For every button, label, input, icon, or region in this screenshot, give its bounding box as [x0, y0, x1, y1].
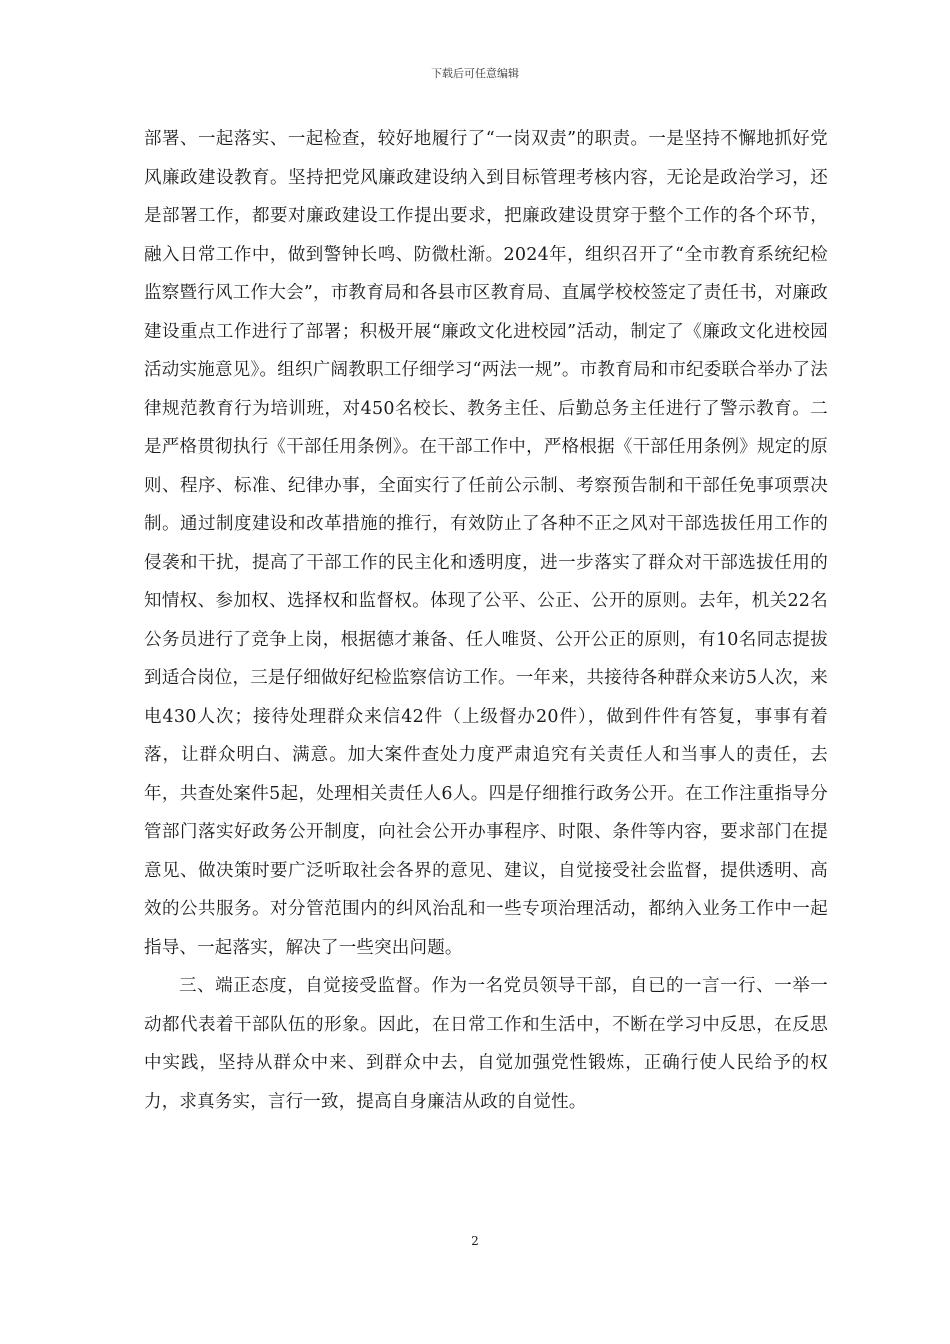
- paragraph-continuation: 部署、一起落实、一起检查，较好地履行了“一岗双责”的职责。一是坚持不懈地抓好党风廉政建设教育。坚持把党风廉政建设纳入到目标管理考核内容，无论是政治学习，还是部署工作，都要对廉政建设工作提出要求，把廉政建设贯穿于整个工作的各个环节，融入日常工作中，做到警钟长鸣、防微杜渐。2024年，组织召开了“全市教育系统纪检监察暨行风工作大会”，市教育局和各县市区教育局、直属学校校签定了责任书，对廉政建设重点工作进行了部署；积极开展“廉政文化进校园”活动，制定了《廉政文化进校园活动实施意见》。组织广阔教职工仔细学习“两法一规”。市教育局和市纪委联合举办了法律规范教育行为培训班，对450名校长、教务主任、后勤总务主任进行了警示教育。二是严格贯彻执行《干部任用条例》。在干部工作中，严格根据《干部任用条例》规定的原则、程序、标准、纪律办事，全面实行了任前公示制、考察预告制和干部任免事项票决制。通过制度建设和改革措施的推行，有效防止了各种不正之风对干部选拔任用工作的侵袭和干扰，提高了干部工作的民主化和透明度，进一步落实了群众对干部选拔任用的知情权、参加权、选择权和监督权。体现了公平、公正、公开的原则。去年，机关22名公务员进行了竞争上岗，根据德才兼备、任人唯贤、公开公正的原则，有10名同志提拔到适合岗位，三是仔细做好纪检监察信访工作。一年来，共接待各种群众来访5人次，来电430人次；接待处理群众来信42件（上级督办20件），做到件件有答复，事事有着落，让群众明白、满意。加大案件查处力度严肃追究有关责任人和当事人的责任，去年，共查处案件5起，处理相关责任人6人。四是仔细推行政务公开。在工作注重指导分管部门落实好政务公开制度，向社会公开办事程序、时限、条件等内容，要求部门在提意见、做决策时要广泛听取社会各界的意见、建议，自觉接受社会监督，提供透明、高效的公共服务。对分管范围内的纠风治乱和一些专项治理活动，都纳入业务工作中一起指导、一起落实，解决了一些突出问题。: [144, 129, 828, 958]
- page-header: 下载后可任意编辑: [431, 67, 519, 80]
- paragraph-section-three: 三、端正态度，自觉接受监督。作为一名党员领导干部，自已的一言一行、一举一动都代表着干部队伍的形象。因此，在日常工作和生活中，不断在学习中反思，在反思中实践，坚持从群众中来、到群众中去，自觉加强党性锻炼，正确行使人民给予的权力，求真务实，言行一致，提高自身廉洁从政的自觉性。: [144, 976, 828, 1112]
- document-body: [144, 120, 828, 1121]
- page-number: 2: [471, 1234, 479, 1248]
